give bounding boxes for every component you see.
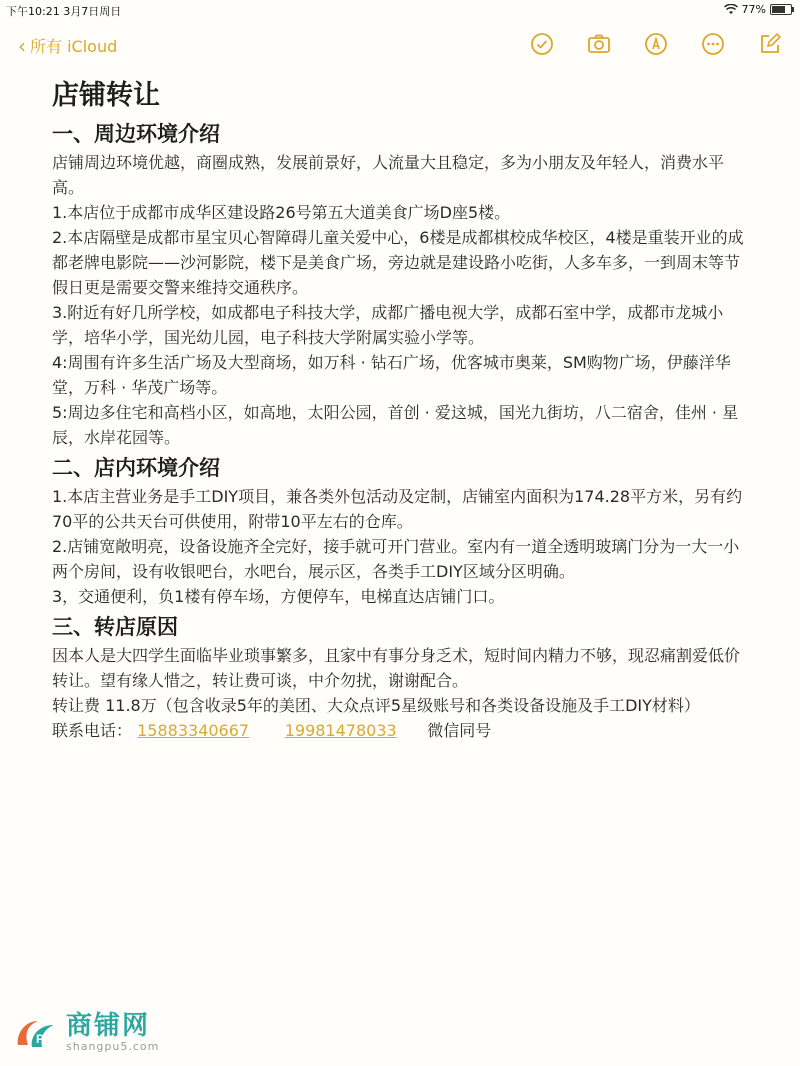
paragraph: 1.本店位于成都市成华区建设路26号第五大道美食广场D座5楼。: [52, 203, 511, 222]
paragraph: 4:周围有许多生活广场及大型商场，如万科 · 钻石广场，优客城市奥莱，SM购物广场，伊藤洋华堂，万科 · 华茂广场等。: [52, 353, 731, 397]
contact-line: [52, 718, 752, 743]
paragraph: 店铺周边环境优越，商圈成熟，发展前景好，人流量大且稳定，多为小朋友及年轻人，消费水平高。: [52, 153, 725, 197]
phone-link-2[interactable]: 19981478033: [284, 721, 397, 740]
toolbar-actions: [530, 32, 782, 56]
wifi-icon: [724, 4, 738, 15]
battery-percent: 77%: [741, 3, 766, 16]
compose-icon[interactable]: [758, 32, 782, 56]
paragraph: 因本人是大四学生面临毕业琐事繁多，且家中有事分身乏术，短时间内精力不够，现忍痛割爱低价转让。望有缘人惜之，转让费可谈，中介勿扰，谢谢配合。: [52, 646, 741, 690]
paragraph: 2.本店隔壁是成都市星宝贝心智障碍儿童关爱中心，6楼是成都棋校成华校区，4楼是重装开业的成都老牌电影院——沙河影院，楼下是美食广场，旁边就是建设路小吃街，人多车多，一到周末等节假日更是需要交警来维持交通秩序。: [52, 228, 744, 297]
back-button[interactable]: [18, 34, 117, 57]
contact-label: 联系电话：: [52, 721, 133, 740]
note-body[interactable]: [52, 76, 752, 743]
paragraph: 5:周边多住宅和高档小区，如高地，太阳公园，首创 · 爱这城，国光九街坊，八二宿舍，佳州 · 星辰，水岸花园等。: [52, 403, 739, 447]
battery-icon: [770, 4, 792, 15]
watermark: [14, 1012, 159, 1053]
paragraph: 1.本店主营业务是手工DIY项目，兼各类外包活动及定制，店铺室内面积为174.28平方米，另有约70平的公共天台可供使用，附带10平左右的仓库。: [52, 487, 743, 531]
chevron-left-icon: ‹: [18, 33, 26, 58]
section-heading: 一、周边环境介绍: [52, 122, 220, 146]
paragraph: 转让费 11.8万（包含收录5年的美团、大众点评5星级账号和各类设备设施及手工DIY材料）: [52, 696, 700, 715]
watermark-text: [66, 1012, 159, 1053]
markup-pen-icon[interactable]: [644, 32, 668, 56]
status-right: [724, 3, 792, 16]
back-label: 所有 iCloud: [30, 37, 118, 56]
checkmark-circle-icon[interactable]: [530, 32, 554, 56]
svg-text:P: P: [36, 1031, 45, 1046]
camera-icon[interactable]: [587, 32, 611, 56]
more-icon[interactable]: [701, 32, 725, 56]
paragraph: 3.附近有好几所学校，如成都电子科技大学，成都广播电视大学，成都石室中学，成都市龙城小学，培华小学，国光幼儿园，电子科技大学附属实验小学等。: [52, 303, 724, 347]
section-heading: 三、转店原因: [52, 615, 178, 639]
note-title: 店铺转让: [52, 80, 160, 111]
shangpu-logo-icon: [14, 1015, 60, 1051]
status-time: 下午10:21 3月7日周日: [6, 5, 122, 18]
contact-suffix: 微信同号: [427, 721, 492, 740]
paragraph: 3，交通便利，负1楼有停车场，方便停车，电梯直达店铺门口。: [52, 587, 505, 606]
phone-link-1[interactable]: 15883340667: [137, 721, 250, 740]
paragraph: 2.店铺宽敞明亮，设备设施齐全完好，接手就可开门营业。室内有一道全透明玻璃门分为一大一小两个房间，设有收银吧台，水吧台，展示区，各类手工DIY区域分区明确。: [52, 537, 740, 581]
watermark-name: 商铺网: [66, 1011, 151, 1041]
status-bar: [0, 0, 800, 20]
notes-toolbar: [0, 28, 800, 64]
watermark-url: shangpu5.com: [66, 1040, 160, 1053]
section-heading: 二、店内环境介绍: [52, 456, 220, 480]
